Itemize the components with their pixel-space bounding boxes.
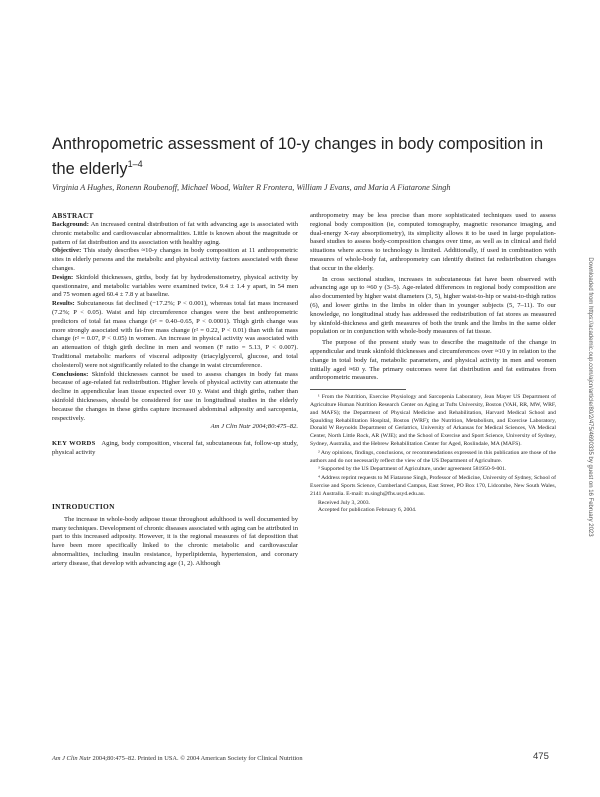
purpose-paragraph: The purpose of the present study was to describe the magnitude of the change in appendicular and trunk skinfold thicknesses and circumferences over ≈10 y in relation to the change in total body fat, metabolic parameters, and physical activity in men and women initially aged ≈60 y. The primary outcomes were fat distribution and fat estimates from anthropometric measures. xyxy=(310,339,556,382)
footer-journal: Am J Clin Nutr xyxy=(52,755,91,762)
right-column xyxy=(310,212,556,515)
results-text: Subcutaneous fat declined (−17.2%; P < 0.001), whereas total fat mass increased (7.2%; P < 0.05). Waist and hip circumference changes were the best anthropometric predictors of total fat mass change (r² = 0.40–0.65, P < 0.0001). Thigh girth change was more strongly associated with fat-free mass change (r² = 0.22, P < 0.01) than with fat mass change (r² = 0.07, P < 0.05) in women. An increase in physical activity was associated with an attenuation of thigh girth decline in men and women (F ratio = 5.13, P < 0.007). Traditional metabolic markers of visceral adiposity (triacylglycerol, glucose, and total cholesterol) were not significantly related to the change in waist circumference. xyxy=(52,300,298,369)
footnote-affiliations: ¹ From the Nutrition, Exercise Physiology and Sarcopenia Laboratory, Jean Mayer US Department of Agriculture Human Nutrition Research Center on Aging at Tufts University, Boston (VAH, RR, MW, WRF, and MAFS); the Department of Physical Medicine and Rehabilitation, Harvard Medical School and Spaulding Rehabilitation Hospital, Boston (WRF); the Nutrition, Metabolism, and Exercise Laboratory, Donald W Reynolds Department of Geriatrics, University of Arkansas for Medical Sciences, VA Medical Center, North Little Rock, AR (WJE); and the School of Exercise and Sport Science, University of Sydney, Sydney, Australia, and the Hebrew Rehabilitation Center for Aged, Roslindale, MA (MAFS). xyxy=(310,394,556,447)
design-label: Design: xyxy=(52,273,74,281)
keywords-label: KEY WORDS xyxy=(52,440,96,448)
background-text: An increased central distribution of fat with advancing age is associated with chronic metabolic and cardiovascular abnormalities. Little is known about the magnitude or pattern of fat distribution and its association with healthy aging. xyxy=(52,221,298,246)
abstract-conclusions xyxy=(52,371,298,433)
keywords-text: Aging, body composition, visceral fat, subcutaneous fat, follow-up study, physical activity xyxy=(52,440,298,456)
keywords xyxy=(52,440,298,458)
accepted-date: Accepted for publication February 6, 2004. xyxy=(318,507,417,514)
introduction-paragraph: The increase in whole-body adipose tissue throughout adulthood is well documented by many techniques. Development of chronic diseases associated with aging can be attributed in part to this increased adiposity. However, it is the regional measures of fat deposition that have been more specifically linked to the chronic metabolic and cardiovascular abnormalities, including insulin resistance, hyperlipidemia, hypertension, and coronary artery disease, that develop with advancing age (1, 2). Although xyxy=(52,515,298,567)
intro-continued-paragraph: anthropometry may be less precise than more sophisticated techniques used to assess regional body composition (ie, computed tomography, magnetic resonance imaging, and dual-energy X-ray absorptiometry), its simplicity allows it to be used in large population-based studies to assess body-composition changes over time, as well as in clinical and field situations where access to technology is limited. Additionally, if used in combination with measures of whole-body fat, anthropometry can identify distinct fat redistribution changes that occur in the elderly. xyxy=(310,212,556,272)
left-column xyxy=(52,212,298,569)
results-label: Results: xyxy=(52,300,75,308)
footer-text: 2004;80:475–82. Printed in USA. © 2004 American Society for Clinical Nutrition xyxy=(92,755,303,762)
conclusions-text: Skinfold thicknesses cannot be used to assess changes in body fat mass because of age-related fat redistribution. Higher levels of physical activity can attenuate the decline in appendicular lean tissue expected over 10 y. Waist and thigh girths, rather than skinfold thicknesses, should be considered for use in longitudinal studies in the elderly because the changes in these girths capture increased abdominal adiposity and sarcopenia, respectively. xyxy=(52,370,298,422)
objective-text: This study describes ≈10-y changes in body composition at 11 anthropometric sites in elderly persons and the metabolic and physical activity factors associated with these changes. xyxy=(52,247,298,272)
introduction-heading: INTRODUCTION xyxy=(52,501,115,511)
received-date: Received July 3, 2003. xyxy=(318,499,370,506)
abstract-design xyxy=(52,274,298,300)
conclusions-label: Conclusions: xyxy=(52,370,89,378)
cross-sectional-paragraph: In cross sectional studies, increases in subcutaneous fat have been observed with advancing age up to ≈60 y (3–5). Age-related differences in regional body composition are also documented by higher waist diameters (3, 5), higher waist-to-hip or waist-to-thigh ratios (6), and lower girths in the limbs in older than in younger subjects (5, 7–11). To our knowledge, no longitudinal study has addressed the redistribution of fat stores as measured by skinfold-thickness and girth measures of both the trunk and the limbs in the same older population or in conjunction with whole-body measures of fat tissue. xyxy=(310,275,556,336)
design-text: Skinfold thicknesses, girths, body fat by hydrodensitometry, physical activity by questionnaire, and metabolic variables were examined twice, 9.4 ± 1.4 y apart, in 54 men and 75 women aged 60.4 ± 7.8 y at baseline. xyxy=(52,273,298,299)
background-label: Background: xyxy=(52,221,89,228)
objective-label: Objective: xyxy=(52,247,82,255)
author-list: Virginia A Hughes, Ronenn Roubenoff, Michael Wood, Walter R Frontera, William J Evans, and Maria A Fiatarone Singh xyxy=(52,183,451,192)
abstract-citation: Am J Clin Nutr 2004;80:475–82. xyxy=(210,423,298,431)
page-number: 475 xyxy=(533,751,549,762)
page-footer xyxy=(52,755,552,762)
footnote-support: ³ Supported by the US Department of Agriculture, under agreement 581950-9-001. xyxy=(318,466,507,473)
abstract-background xyxy=(52,221,298,247)
footnote-disclaimer: ² Any opinions, findings, conclusions, or recommendations expressed in this publication are those of the authors and do not necessarily reflect the view of the US Department of Agriculture. xyxy=(310,449,556,464)
abstract-objective xyxy=(52,247,298,273)
abstract-results xyxy=(52,300,298,370)
download-watermark: Downloaded from https://academic.oup.com/ajcn/article/80/2/475/4690335 by guest on 16 February 2023 xyxy=(587,257,593,537)
footnote-divider xyxy=(310,389,406,390)
footnote-reprints: ⁴ Address reprint requests to M Fiatarone Singh, Professor of Medicine, University of Sydney, School of Exercise and Sports Science, Cumberland Campus, East Street, PO Box 170, Lidcombe, New South Wales, 2141 Australia. E-mail: m.singh@fhs.usyd.edu.au. xyxy=(310,475,556,497)
abstract-heading: ABSTRACT xyxy=(52,212,94,220)
title-footnote-markers: 1–4 xyxy=(127,159,143,169)
article-title: Anthropometric assessment of 10-y changes in body composition in the elderly$^{1-4}$ xyxy=(52,135,544,178)
